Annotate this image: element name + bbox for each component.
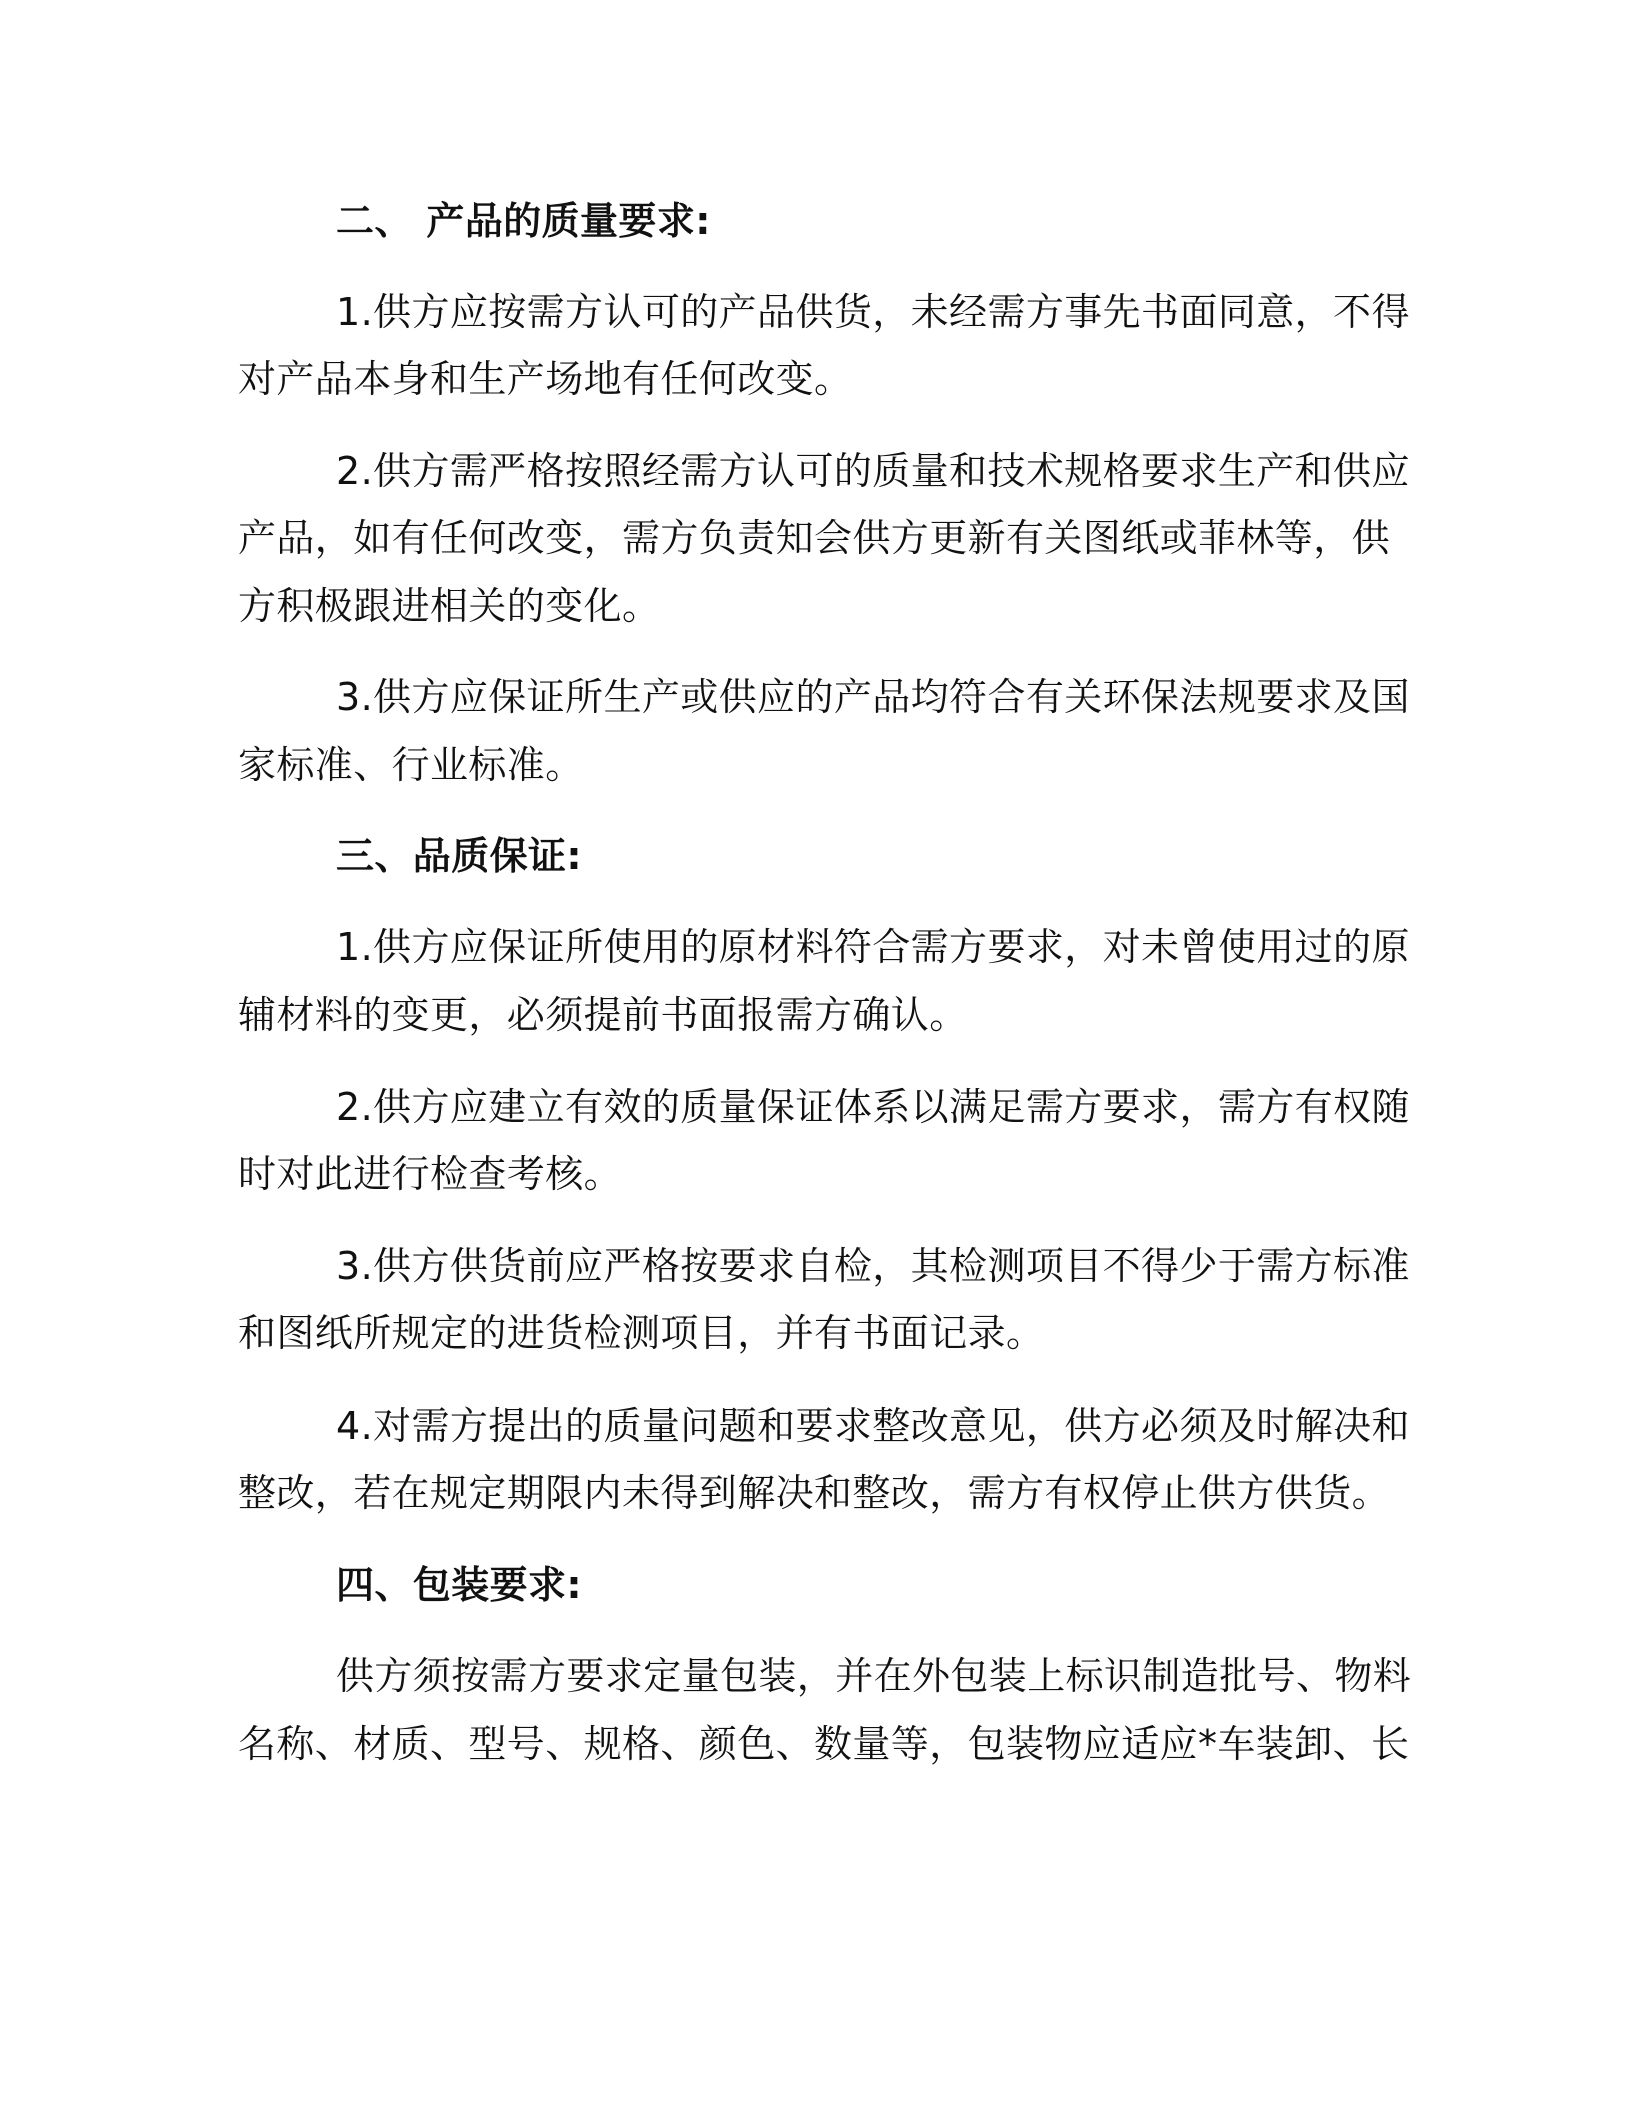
section-heading: 三、品质保证: [336,834,582,878]
paragraph-line: 3.供方供货前应严格按要求自检，其检测项目不得少于需方标准 [336,1244,1410,1288]
section-heading: 二、 产品的质量要求: [336,199,711,243]
paragraph-line: 方积极跟进相关的变化。 [238,584,661,628]
paragraph-line: 1.供方应按需方认可的产品供货，未经需方事先书面同意，不得 [336,290,1410,334]
paragraph-line: 整改，若在规定期限内未得到解决和整改，需方有权停止供方供货。 [238,1471,1391,1515]
paragraph-line: 时对此进行检查考核。 [238,1152,623,1196]
paragraph-line: 对产品本身和生产场地有任何改变。 [238,357,853,401]
paragraph-line: 产品，如有任何改变，需方负责知会供方更新有关图纸或菲林等，供 [238,516,1391,560]
paragraph-line: 辅材料的变更，必须提前书面报需方确认。 [238,993,968,1037]
paragraph-line: 供方须按需方要求定量包装，并在外包装上标识制造批号、物料 [336,1654,1412,1698]
paragraph-line: 2.供方应建立有效的质量保证体系以满足需方要求，需方有权随 [336,1085,1410,1129]
paragraph-line: 4.对需方提出的质量问题和要求整改意见，供方必须及时解决和 [336,1404,1410,1448]
paragraph-line: 家标准、行业标准。 [238,743,584,787]
paragraph-line: 名称、材质、型号、规格、颜色、数量等，包装物应适应*车装卸、长 [238,1722,1410,1766]
paragraph-line: 1.供方应保证所使用的原材料符合需方要求，对未曾使用过的原 [336,925,1410,969]
paragraph-line: 和图纸所规定的进货检测项目，并有书面记录。 [238,1311,1045,1355]
paragraph-line: 2.供方需严格按照经需方认可的质量和技术规格要求生产和供应 [336,449,1410,493]
paragraph-line: 3.供方应保证所生产或供应的产品均符合有关环保法规要求及国 [336,675,1410,719]
section-heading: 四、包装要求: [336,1563,582,1607]
